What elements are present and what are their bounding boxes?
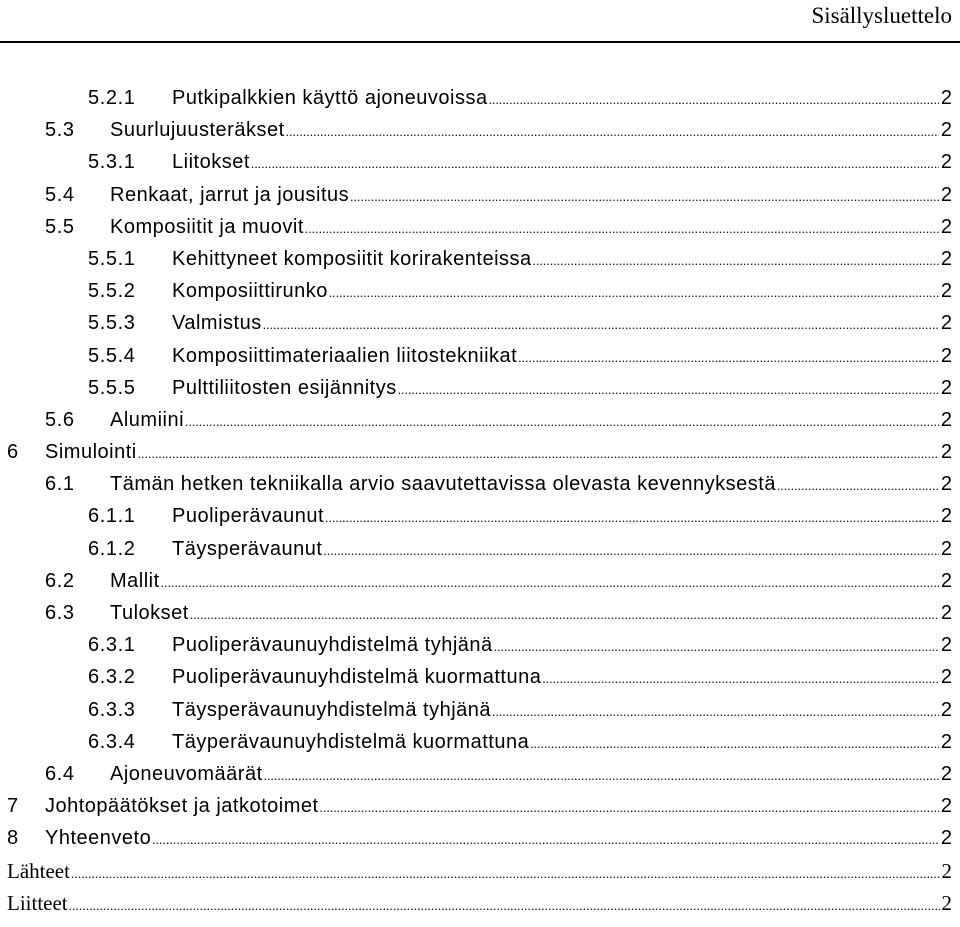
dot-leader <box>71 858 940 890</box>
toc-entry-page-number: 2 <box>941 858 952 883</box>
toc-entry-number: 6 <box>7 441 19 464</box>
toc-entry-page-number: 2 <box>940 151 952 174</box>
toc-entry-number: 6.4 <box>45 762 75 785</box>
toc-entry-title[interactable]: Tämän hetken tekniikalla arvio saavutettavissa olevasta kevennyksestä <box>110 473 776 496</box>
toc-entry-title[interactable]: Valmistus <box>172 312 262 335</box>
toc-entry-line <box>110 211 952 245</box>
toc-entry-line <box>7 855 952 890</box>
toc-entry[interactable] <box>0 565 960 597</box>
toc-entry[interactable] <box>0 822 960 854</box>
toc-entry-line <box>110 468 952 502</box>
toc-entry-line <box>172 661 952 695</box>
toc-entry[interactable] <box>0 114 960 146</box>
toc-entry-line <box>45 436 952 470</box>
toc-entry-title[interactable]: Komposiittimateriaalien liitostekniikat <box>172 344 518 367</box>
dot-leader <box>190 599 939 631</box>
toc-entry-number: 5.3 <box>45 119 75 142</box>
toc-entry-title[interactable]: Lähteet <box>7 858 70 883</box>
toc-entry[interactable] <box>0 146 960 178</box>
toc-entry-title[interactable]: Mallit <box>110 569 160 592</box>
toc-entry-page-number: 2 <box>940 215 952 238</box>
toc-entry[interactable] <box>0 243 960 275</box>
dot-leader <box>69 890 940 922</box>
dot-leader <box>489 84 939 116</box>
toc-entry-line <box>172 82 952 116</box>
dot-leader <box>323 535 938 567</box>
dot-leader <box>325 502 939 534</box>
toc-entry-title[interactable]: Alumiini <box>110 408 185 431</box>
toc-entry-number: 6.3.3 <box>88 698 136 721</box>
toc-entry[interactable] <box>0 629 960 661</box>
toc-entry-page-number: 2 <box>940 312 952 335</box>
dot-leader <box>494 631 939 663</box>
toc-entry-page-number: 2 <box>940 247 952 270</box>
toc-entry-page-number: 2 <box>940 344 952 367</box>
toc-entry-number: 5.2.1 <box>88 87 136 109</box>
toc-entry-page-number: 2 <box>940 87 952 109</box>
toc-entry-title[interactable]: Liitokset <box>172 151 250 174</box>
toc-entry-line <box>45 822 952 856</box>
dot-leader <box>542 663 939 695</box>
dot-leader <box>161 567 939 599</box>
toc-entry-page-number: 2 <box>940 762 952 785</box>
dot-leader <box>350 181 939 213</box>
toc-entry[interactable] <box>0 82 960 114</box>
toc-entry-number: 6.3.1 <box>88 634 136 657</box>
toc-entry-title[interactable]: Kehittyneet komposiitit korirakenteissa <box>172 247 532 270</box>
page-title: Sisällysluettelo <box>811 3 952 28</box>
toc-entry-page-number: 2 <box>940 441 952 464</box>
toc-entry[interactable] <box>0 404 960 436</box>
toc-entry-title[interactable]: Täysperävaunuyhdistelmä tyhjänä <box>172 698 492 721</box>
toc-entry[interactable] <box>0 211 960 243</box>
toc-entry-number: 5.5.1 <box>88 247 136 270</box>
toc-entry[interactable] <box>0 790 960 822</box>
toc-entry-title[interactable]: Tulokset <box>110 602 189 624</box>
toc-entry[interactable] <box>0 307 960 339</box>
toc-entry-line <box>172 694 952 728</box>
toc-entry[interactable] <box>0 597 960 629</box>
toc-entry-title[interactable]: Ajoneuvomäärät <box>110 762 263 785</box>
dot-leader <box>263 309 939 341</box>
toc-entry-number: 6.1.1 <box>88 505 136 528</box>
toc-entry-line <box>172 146 952 180</box>
toc-entry-number: 5.4 <box>45 183 75 206</box>
toc-entry-page-number: 2 <box>941 890 952 915</box>
toc-entry-page-number: 2 <box>940 280 952 303</box>
dot-leader <box>286 116 939 148</box>
toc-entry-number: 6.3.4 <box>88 730 136 753</box>
dot-leader <box>533 245 939 277</box>
toc-entry-title[interactable]: Yhteenveto <box>45 827 152 850</box>
toc-entry-page-number: 2 <box>940 827 952 850</box>
dot-leader <box>152 824 939 856</box>
toc-entry-page-number: 2 <box>940 408 952 431</box>
toc-entry-line <box>110 114 952 148</box>
toc-entry-title[interactable]: Simulointi <box>45 441 137 464</box>
toc-entry-line <box>172 500 952 534</box>
toc-entry-line <box>110 597 952 631</box>
dot-leader <box>329 277 939 309</box>
dot-leader <box>264 760 939 792</box>
toc-entry-number: 5.5.3 <box>88 312 136 335</box>
toc-entry[interactable] <box>0 726 960 758</box>
toc-entry-title[interactable]: Täyperävaunuyhdistelmä kuormattuna <box>172 730 530 753</box>
toc-entry-title[interactable]: Johtopäätökset ja jatkotoimet <box>45 795 319 818</box>
toc-entry[interactable] <box>0 855 960 887</box>
toc-entry-page-number: 2 <box>940 634 952 657</box>
toc-entry-line <box>45 790 952 824</box>
toc-entry-page-number: 2 <box>940 183 952 206</box>
toc-entry-number: 8 <box>7 827 19 850</box>
dot-leader <box>185 406 939 438</box>
toc-entry-page-number: 2 <box>940 795 952 818</box>
toc-entry-page-number: 2 <box>940 569 952 592</box>
toc-entry-number: 5.5.4 <box>88 344 136 367</box>
toc-entry-number: 6.1.2 <box>88 537 136 560</box>
page-header <box>0 0 960 43</box>
toc-entry-title[interactable]: Renkaat, jarrut ja jousitus <box>110 183 350 206</box>
toc-entry-title[interactable]: Komposiitit ja muovit <box>110 215 304 238</box>
toc-entry-line <box>172 726 952 760</box>
dot-leader <box>518 342 939 374</box>
toc-entry-page-number: 2 <box>940 376 952 399</box>
toc-entry-number: 5.3.1 <box>88 151 136 174</box>
toc-entry-line <box>172 372 952 406</box>
toc-entry[interactable] <box>0 533 960 565</box>
toc-entry-line <box>172 307 952 341</box>
toc-entry-line <box>172 533 952 567</box>
toc-entry-number: 5.5 <box>45 215 75 238</box>
toc-entry-title[interactable]: Liitteet <box>7 890 68 915</box>
dot-leader <box>320 792 939 824</box>
toc-entry-title[interactable]: Puoliperävaunuyhdistelmä kuormattuna <box>172 666 542 689</box>
toc-entry-line <box>172 340 952 374</box>
toc-entry[interactable] <box>0 694 960 726</box>
toc-entry-title[interactable]: Suurlujuusteräkset <box>110 119 285 142</box>
toc-entry[interactable] <box>0 340 960 372</box>
toc-entry-line <box>172 243 952 277</box>
toc-entry-number: 5.6 <box>45 408 75 431</box>
toc-entry[interactable] <box>0 661 960 693</box>
toc-entry-title[interactable]: Putkipalkkien käyttö ajoneuvoissa <box>172 87 488 109</box>
toc-entry-title[interactable]: Puoliperävaunuyhdistelmä tyhjänä <box>172 634 493 657</box>
dot-leader <box>251 148 939 180</box>
toc-entry-line <box>110 758 952 792</box>
toc-entry-page-number: 2 <box>940 119 952 142</box>
toc-entry-line <box>110 565 952 599</box>
toc-entry-line <box>110 404 952 438</box>
toc-entry-title[interactable]: Pulttiliitosten esijännitys <box>172 376 397 399</box>
toc-entry-number: 6.3 <box>45 602 75 624</box>
table-of-contents <box>0 82 960 919</box>
toc-entry[interactable] <box>0 372 960 404</box>
dot-leader <box>138 438 939 470</box>
toc-entry[interactable] <box>0 468 960 500</box>
toc-entry-number: 6.2 <box>45 569 75 592</box>
toc-entry-number: 7 <box>7 795 19 818</box>
toc-entry-page-number: 2 <box>940 537 952 560</box>
toc-entry-number: 6.1 <box>45 473 75 496</box>
toc-entry[interactable] <box>0 887 960 919</box>
dot-leader <box>492 696 939 728</box>
toc-entry-line <box>172 275 952 309</box>
toc-entry-page-number: 2 <box>940 505 952 528</box>
dot-leader <box>530 728 939 760</box>
toc-entry-line <box>7 887 952 922</box>
dot-leader <box>305 213 939 245</box>
toc-entry-page-number: 2 <box>940 666 952 689</box>
toc-entry-page-number: 2 <box>940 473 952 496</box>
toc-entry[interactable] <box>0 179 960 211</box>
toc-entry-page-number: 2 <box>940 698 952 721</box>
toc-entry-page-number: 2 <box>940 602 952 624</box>
toc-entry-number: 6.3.2 <box>88 666 136 689</box>
toc-entry[interactable] <box>0 275 960 307</box>
toc-entry-line <box>110 179 952 213</box>
toc-entry-number: 5.5.2 <box>88 280 136 303</box>
toc-entry[interactable] <box>0 500 960 532</box>
toc-entry[interactable] <box>0 436 960 468</box>
toc-entry-page-number: 2 <box>940 730 952 753</box>
toc-entry-line <box>172 629 952 663</box>
toc-entry[interactable] <box>0 758 960 790</box>
toc-entry-title[interactable]: Täysperävaunut <box>172 537 323 560</box>
toc-entry-title[interactable]: Puoliperävaunut <box>172 505 325 528</box>
dot-leader <box>398 374 939 406</box>
toc-entry-title[interactable]: Komposiittirunko <box>172 280 328 303</box>
dot-leader <box>777 470 939 502</box>
toc-entry-number: 5.5.5 <box>88 376 136 399</box>
